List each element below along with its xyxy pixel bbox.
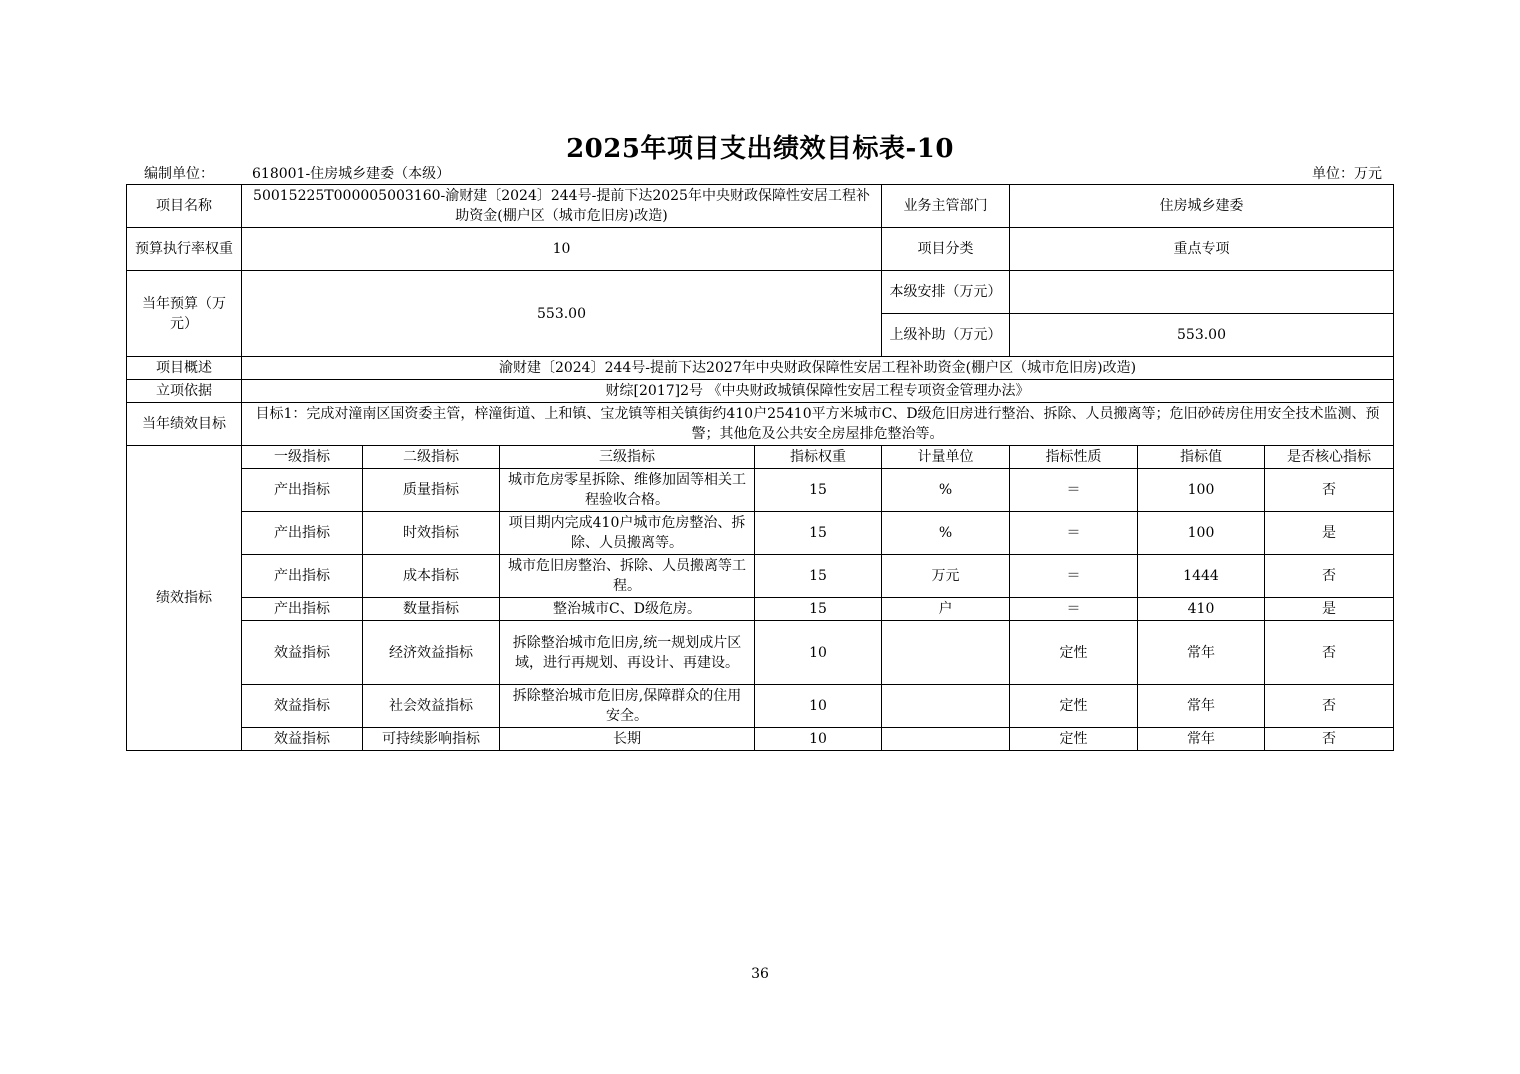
indicator-row [127,685,1394,728]
indicator-core: 是 [1265,512,1394,555]
upper-subsidy-value: 553.00 [1010,314,1394,357]
indicator-level1: 效益指标 [242,685,363,728]
indicator-row [127,512,1394,555]
indicator-nature: 定性 [1010,728,1138,751]
budget-row [127,271,1394,314]
basis-label: 立项依据 [127,380,242,403]
indicator-row [127,469,1394,512]
column-header: 指标值 [1138,446,1265,469]
budget-label: 当年预算（万元） [127,271,242,357]
goal-value: 目标1：完成对潼南区国资委主管，梓潼街道、上和镇、宝龙镇等相关镇街约410户25410平方米城市C、D级危旧房进行整治、拆除、人员搬离等；危旧砂砖房住用安全技术监测、预警；其他危及公共安全房屋排危整治等。 [242,403,1394,446]
column-header: 指标性质 [1010,446,1138,469]
indicator-unit: % [882,469,1010,512]
indicator-weight: 15 [755,555,882,598]
indicator-unit: 户 [882,598,1010,621]
indicator-header-row [127,446,1394,469]
goal-row [127,403,1394,446]
local-arrangement-label: 本级安排（万元） [882,271,1010,314]
upper-subsidy-label: 上级补助（万元） [882,314,1010,357]
indicator-level3: 拆除整治城市危旧房,统一规划成片区域，进行再规划、再设计、再建设。 [500,621,755,685]
project-name-row [127,185,1394,228]
indicator-level1: 产出指标 [242,555,363,598]
indicator-row [127,598,1394,621]
indicator-value: 100 [1138,512,1265,555]
indicator-level2: 质量指标 [363,469,500,512]
indicator-level2: 经济效益指标 [363,621,500,685]
column-header: 二级指标 [363,446,500,469]
category-value: 重点专项 [1010,228,1394,271]
indicator-level2: 时效指标 [363,512,500,555]
indicator-level3: 整治城市C、D级危房。 [500,598,755,621]
indicator-level3: 长期 [500,728,755,751]
overview-value: 渝财建〔2024〕244号-提前下达2027年中央财政保障性安居工程补助资金(棚户区（城市危旧房)改造) [242,357,1394,380]
overview-label: 项目概述 [127,357,242,380]
indicator-value: 1444 [1138,555,1265,598]
compiling-unit-label: 编制单位： [144,166,214,182]
indicator-level1: 效益指标 [242,621,363,685]
category-label: 项目分类 [882,228,1010,271]
indicator-level1: 产出指标 [242,469,363,512]
performance-target-table [126,184,1394,751]
weight-label: 预算执行率权重 [127,228,242,271]
indicator-weight: 10 [755,621,882,685]
basis-row [127,380,1394,403]
indicator-value: 410 [1138,598,1265,621]
indicator-nature: ＝ [1010,555,1138,598]
indicator-level3: 城市危旧房整治、拆除、人员搬离等工程。 [500,555,755,598]
local-arrangement-value [1010,271,1394,314]
weight-value: 10 [242,228,882,271]
indicator-nature: 定性 [1010,685,1138,728]
indicator-level2: 社会效益指标 [363,685,500,728]
overview-row [127,357,1394,380]
project-name-value: 50015225T000005003160-渝财建〔2024〕244号-提前下达2025年中央财政保障性安居工程补助资金(棚户区（城市危旧房)改造) [242,185,882,228]
indicator-level3: 拆除整治城市危旧房,保障群众的住用安全。 [500,685,755,728]
column-header: 一级指标 [242,446,363,469]
indicator-value: 常年 [1138,728,1265,751]
indicator-value: 100 [1138,469,1265,512]
indicator-row [127,621,1394,685]
indicator-level1: 效益指标 [242,728,363,751]
indicator-nature: ＝ [1010,598,1138,621]
indicator-unit [882,621,1010,685]
indicator-core: 否 [1265,685,1394,728]
indicator-level1: 产出指标 [242,512,363,555]
indicator-level2: 数量指标 [363,598,500,621]
indicator-weight: 10 [755,685,882,728]
indicator-nature: ＝ [1010,512,1138,555]
goal-label: 当年绩效目标 [127,403,242,446]
column-header: 指标权重 [755,446,882,469]
indicator-unit: 万元 [882,555,1010,598]
indicator-level3: 项目期内完成410户城市危房整治、拆除、人员搬离等。 [500,512,755,555]
budget-value: 553.00 [242,271,882,357]
currency-unit: 单位：万元 [1312,166,1382,182]
column-header: 计量单位 [882,446,1010,469]
column-header: 三级指标 [500,446,755,469]
indicator-nature: ＝ [1010,469,1138,512]
indicator-unit [882,728,1010,751]
compiling-unit-value: 618001-住房城乡建委（本级） [252,166,451,182]
indicator-core: 否 [1265,621,1394,685]
indicator-core: 否 [1265,555,1394,598]
indicator-section-label: 绩效指标 [127,446,242,751]
indicator-core: 是 [1265,598,1394,621]
indicator-weight: 10 [755,728,882,751]
dept-value: 住房城乡建委 [1010,185,1394,228]
indicator-row [127,555,1394,598]
page-title: 2025年项目支出绩效目标表-10 [566,134,954,164]
indicator-core: 否 [1265,728,1394,751]
indicator-level3: 城市危房零星拆除、维修加固等相关工程验收合格。 [500,469,755,512]
dept-label: 业务主管部门 [882,185,1010,228]
indicator-level2: 可持续影响指标 [363,728,500,751]
indicator-weight: 15 [755,512,882,555]
basis-value: 财综[2017]2号 《中央财政城镇保障性安居工程专项资金管理办法》 [242,380,1394,403]
indicator-value: 常年 [1138,685,1265,728]
indicator-weight: 15 [755,598,882,621]
indicator-weight: 15 [755,469,882,512]
weight-row [127,228,1394,271]
indicator-unit: % [882,512,1010,555]
indicator-level2: 成本指标 [363,555,500,598]
indicator-row [127,728,1394,751]
project-name-label: 项目名称 [127,185,242,228]
column-header: 是否核心指标 [1265,446,1394,469]
page-number: 36 [751,966,769,982]
indicator-core: 否 [1265,469,1394,512]
indicator-nature: 定性 [1010,621,1138,685]
indicator-value: 常年 [1138,621,1265,685]
indicator-level1: 产出指标 [242,598,363,621]
indicator-unit [882,685,1010,728]
